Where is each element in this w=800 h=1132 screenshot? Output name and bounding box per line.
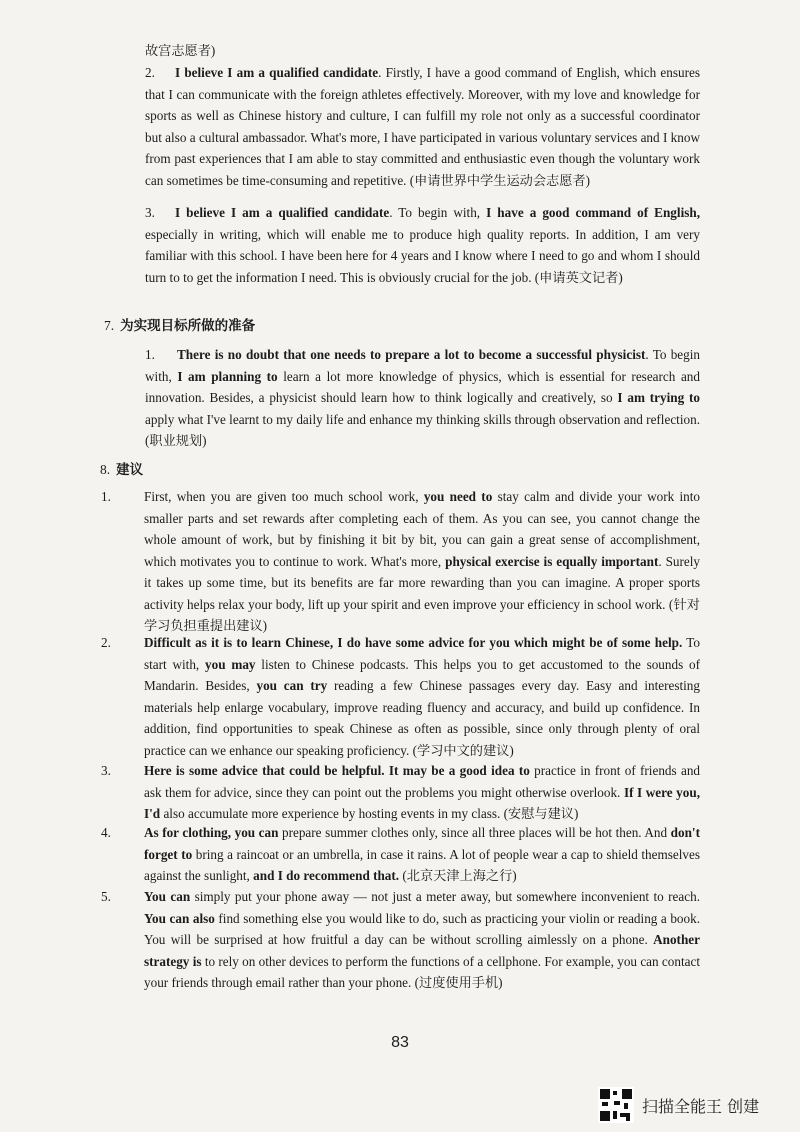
section8-item2-text1: To start with,	[144, 635, 700, 672]
section7-item1-bold1: There is no doubt that one needs to prepare a lot to become a successful physicist	[177, 347, 646, 362]
section8-item5-bold1: You can	[144, 889, 191, 904]
section8-item1-bold2: physical exercise is equally important	[445, 553, 659, 569]
section8-item3-bold1: Here is some advice that could be helpful. It may be a good idea to	[144, 763, 530, 778]
section8-item5-text2: find something else you would like to do, such as practicing your violin or reading a book. You will be surprised at how fruitful a day can be without scrolling aimlessly on a phone.	[144, 910, 700, 947]
section6-item2-text: . Firstly, I have a good command of English, which ensures that I can communicate with the foreign athletes effectively. Moreover, with my love and knowledge for sports as well as Chinese history and culture, I can fulfill my role not only as a successful coordinator but also a cultural ambassador. What's more, I have participated in various voluntary services and I know from past experiences that I am able to stay committed and enthusiastic even though the voluntary work can sometimes be time-consuming and repetitive. (申请世界中学生运动会志愿者)	[145, 65, 700, 188]
section8-item2-text3: reading a few Chinese passages every day. Easy and interesting materials help enlarge vocabulary, improve reading fluency and accuracy, and build up confidence. In addition, find opportunities to speak Chinese as often as possible, since only through plenty of oral practice can we enhance our speaking proficiency. (学习中文的建议)	[144, 678, 700, 758]
section6-item3-bold2: I have a good command of English,	[486, 205, 700, 220]
section8-item3-text1: practice in front of friends and ask them for advice, since they can point out the problems you might otherwise overlook.	[144, 763, 701, 800]
section7-item1-bold3: I am trying to	[617, 390, 700, 405]
section8-item5-bold3: Another strategy is	[144, 932, 700, 969]
section7-item1-paragraph	[145, 344, 700, 452]
section7-title: 为实现目标所做的准备	[120, 318, 256, 334]
section7-item1-text3: apply what I've learnt to my daily life and enhance my thinking skills through observation and reflection. (职业规划)	[145, 411, 700, 448]
section8-item2-paragraph	[144, 632, 700, 761]
section8-item1-bold1: you need to	[423, 489, 493, 504]
section6-item3-text2: especially in writing, which will enable me to produce high quality reports. In addition, I am very familiar with this school. I have been here for 4 years and I know where I need to go and whom I should turn to to get the information I need. This is obviously crucial for the job. (申请英文记者)	[145, 226, 700, 285]
section7-number: 7.	[104, 318, 115, 333]
section6-item2-paragraph	[145, 62, 700, 191]
section8-item3-text2: also accumulate more experience by hosting events in my class. (安慰与建议)	[160, 806, 579, 821]
section6-item3-text1: . To begin with,	[389, 205, 487, 220]
qr-code-icon	[598, 1087, 634, 1123]
section8-item5-number: 5.	[101, 889, 111, 904]
section8-item4-bold2: don't forget to	[144, 825, 700, 862]
section8-item5-text3: to rely on other devices to perform the functions of a cellphone. For example, you can contact your friends through email rather than your phone. (过度使用手机)	[144, 953, 700, 990]
section8-item4-text1: prepare summer clothes only, since all three places will be hot then. And	[278, 825, 671, 840]
section8-number: 8.	[100, 462, 111, 477]
section7-item1-bold2: I am planning to	[177, 368, 278, 384]
section8-item3-bold2: If I were you, I'd	[144, 784, 700, 821]
section8-item2-number: 2.	[101, 635, 111, 650]
section6-item2-number: 2.	[145, 65, 155, 80]
section8-title: 建议	[116, 462, 144, 478]
section8-item1-text2: stay calm and divide your work into smaller parts and set rewards after completing each of them. As you can see, you cannot change the whole amount of work, but by finishing it bit by bit, you can gain a great sense of accomplishment, which motivates you to continue to work. What's more,	[144, 489, 700, 569]
section8-item4-bold3: and I do recommend that.	[253, 868, 400, 883]
section7-item1-text1: . To begin with,	[145, 347, 701, 384]
section8-item5-text1: simply put your phone away — not just a meter away, but somewhere inconvenient to reach.	[190, 889, 700, 904]
section8-item1-number: 1.	[101, 489, 111, 504]
section8-item2-text2: listen to Chinese podcasts. This helps you to get accustomed to the sounds of Mandarin. Besides,	[144, 656, 700, 693]
section8-item4-number: 4.	[101, 825, 111, 840]
section8-item2-bold1: Difficult as it is to learn Chinese, I do have some advice for you which might be of some help.	[144, 635, 683, 650]
section6-item3-paragraph	[145, 202, 700, 288]
section8-item4-text2: bring a raincoat or an umbrella, in case it rains. A lot of people wear a cap to shield themselves against the sunlight,	[144, 846, 700, 883]
section8-item1-text1: First, when you are given too much school work,	[144, 489, 424, 504]
section8-item3-paragraph	[144, 760, 700, 825]
section8-item2-bold3: you can try	[256, 678, 328, 693]
section8-item5-bold2: You can also	[144, 910, 215, 926]
scanner-app-name: 扫描全能王 创建	[642, 1096, 760, 1116]
section8-item3-number: 3.	[101, 763, 111, 778]
section8-item2-bold2: you may	[205, 656, 256, 672]
section8-item1-paragraph	[144, 486, 700, 637]
section6-item3-bold1: I believe I am a qualified candidate	[175, 205, 390, 220]
section6-item2-bold: I believe I am a qualified candidate	[175, 65, 379, 80]
section8-item5-paragraph	[144, 886, 700, 994]
section8-item4-paragraph	[144, 822, 700, 887]
section8-heading	[100, 460, 143, 480]
section6-item3-number: 3.	[145, 205, 155, 220]
scanner-watermark	[598, 1085, 788, 1125]
section7-item1-text2: learn a lot more knowledge of physics, which is essential for research and innovation. Besides, a physicist should learn how to think logically and creatively, so	[145, 368, 700, 405]
section8-item1-text3: . Surely it takes up some time, but its benefits are far more rewarding than you can imagine. A proper sports activity helps relax your body, lift up your spirit and even improve your efficiency in school work. (针对学习负担重提出建议)	[144, 553, 701, 633]
section8-item4-bold1: As for clothing, you can	[144, 825, 279, 840]
section6-line0: 故宫志愿者)	[145, 43, 216, 58]
page-number: 83	[391, 1034, 409, 1051]
section7-heading	[104, 316, 255, 336]
section7-item1-number: 1.	[145, 347, 155, 362]
section8-item4-text3: (北京天津上海之行)	[399, 868, 517, 883]
